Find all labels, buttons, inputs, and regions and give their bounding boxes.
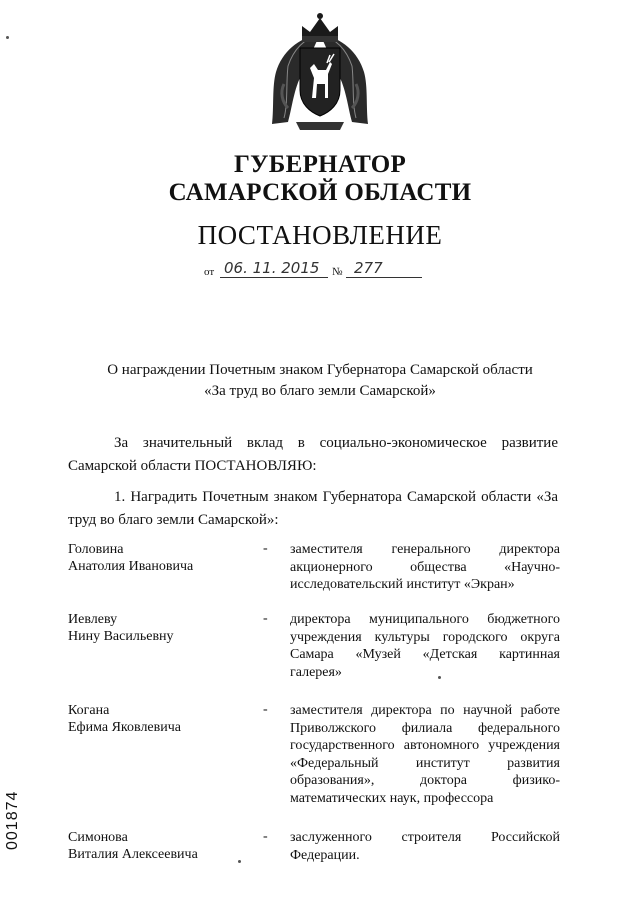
- awardee-given-name: Ефима Яковлевича: [68, 720, 182, 735]
- awardee-dash: -: [263, 829, 268, 844]
- coat-of-arms-icon: [268, 12, 372, 134]
- number-handwritten: 277: [354, 259, 383, 277]
- point-1-paragraph: [68, 486, 558, 532]
- intro-text: За значительный вклад в социально-экономическое развитие Самарской области ПОСТАНОВЛЯЮ:: [68, 435, 558, 474]
- scan-speck: [6, 36, 9, 39]
- awardee-surname: Симонова: [68, 830, 128, 845]
- awardee-position: заместителя директора по научной работе Приволжского филиала федерального государственного автономного учреждения «Федеральный институт развития образования», доктора физико-математических наук, профессора: [290, 703, 560, 806]
- intro-paragraph: [68, 432, 558, 478]
- date-handwritten: 06. 11. 2015: [224, 259, 320, 277]
- awardee-given-name: Нину Васильевну: [68, 629, 174, 644]
- awardee-position: заместителя генерального директора акционерного общества «Научно-исследовательский институт «Экран»: [290, 542, 560, 592]
- date-prefix: от: [204, 266, 215, 278]
- awardee-surname: Головина: [68, 542, 124, 557]
- awardee-position: директора муниципального бюджетного учреждения культуры городского округа Самара «Музей «Детская картинная галерея»: [290, 612, 560, 680]
- number-prefix: №: [332, 266, 343, 278]
- awardee-surname: Иевлеву: [68, 612, 118, 627]
- awardee-dash: -: [263, 611, 268, 626]
- document-type: ПОСТАНОВЛЕНИЕ: [197, 220, 443, 250]
- date-underline: [220, 277, 328, 278]
- awardee-dash: -: [263, 541, 268, 556]
- subject-line2: «За труд во благо земли Самарской»: [204, 383, 436, 399]
- awardee-dash: -: [263, 702, 268, 717]
- number-underline: [346, 277, 422, 278]
- awardee-given-name: Анатолия Ивановича: [68, 559, 194, 574]
- issuer-title-line1: ГУБЕРНАТОР: [233, 151, 407, 178]
- point-1-text: 1. Наградить Почетным знаком Губернатора Самарской области «За труд во благо земли Самарской»:: [68, 489, 558, 528]
- side-registration-number: 001874: [4, 790, 21, 850]
- scan-speck: [438, 676, 441, 679]
- scan-speck: [238, 860, 241, 863]
- awardee-surname: Когана: [68, 703, 110, 718]
- subject-line1: О награждении Почетным знаком Губернатора Самарской области: [107, 362, 533, 378]
- issuer-title-line2: САМАРСКОЙ ОБЛАСТИ: [168, 179, 472, 206]
- date-number-line: [204, 258, 444, 280]
- awardee-position: заслуженного строителя Российской Федерации.: [290, 830, 560, 863]
- subject-heading: [0, 360, 640, 402]
- awardee-given-name: Виталия Алексеевича: [68, 847, 198, 862]
